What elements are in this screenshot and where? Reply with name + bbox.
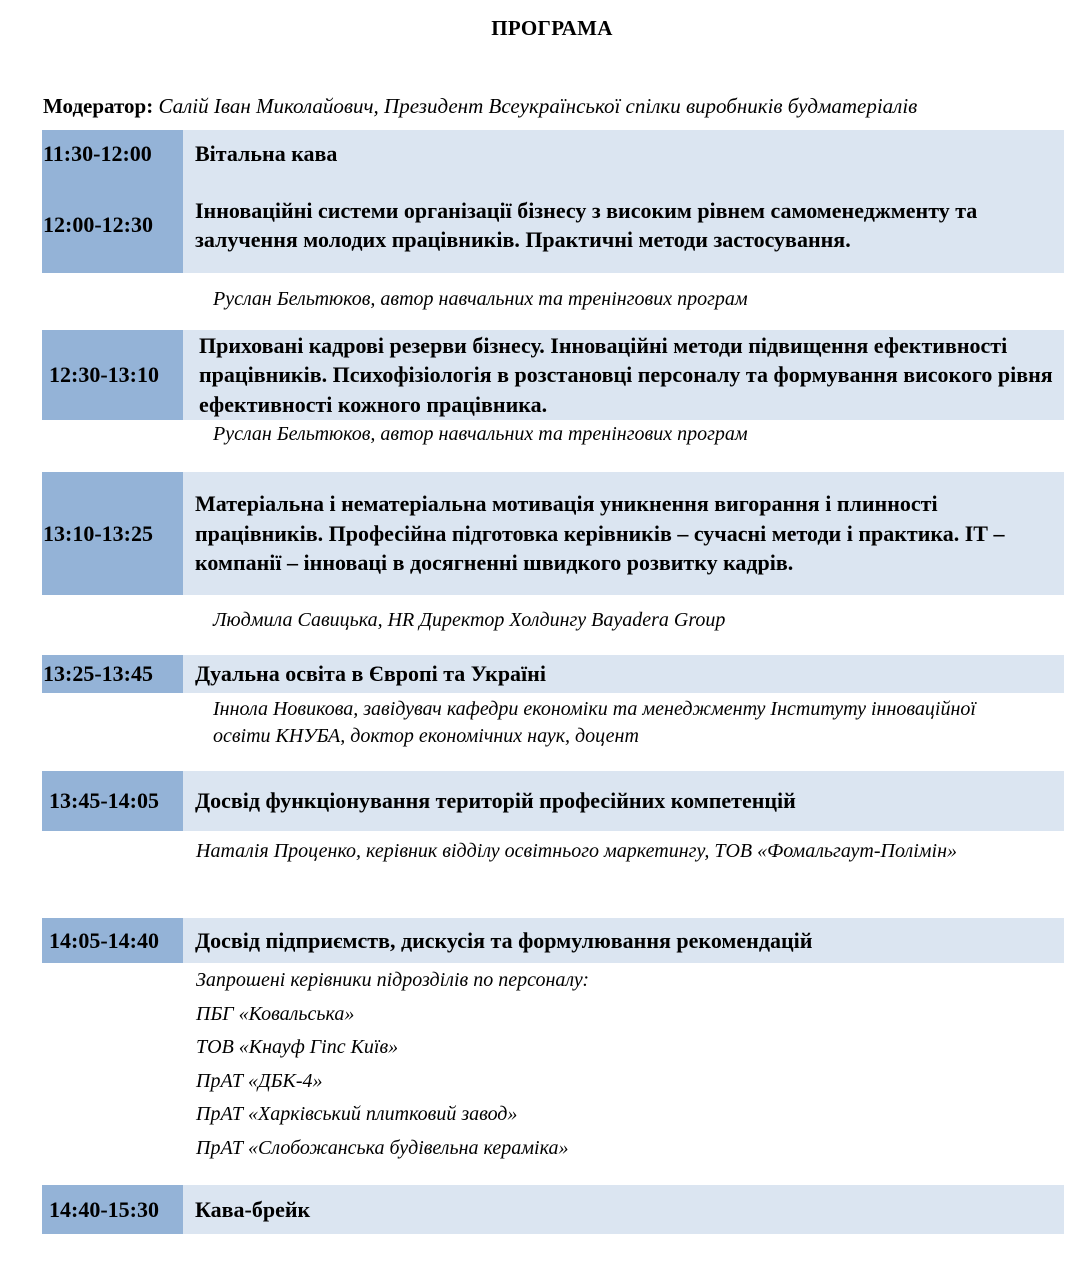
session-time: 12:30-13:10 <box>42 330 190 420</box>
session-speaker: Запрошені керівники підрозділів по персоналу: <box>196 969 590 991</box>
session-time: 13:45-14:05 <box>42 771 190 831</box>
session-topic: Матеріальна і нематеріальна мотивація уникнення вигорання і плинності працівників. Професійна підготовка керівників – сучасні методи і практика. ІТ – компанії – інноваці в досягненні швидкого розвитку кадрів. <box>183 472 1064 595</box>
session-topic: Досвід підприємств, дискусія та формулювання рекомендацій <box>183 918 1064 963</box>
company-item: ПрАТ «Харківський плитковий завод» <box>196 1103 518 1125</box>
session-topic: Інноваційні системи організації бізнесу з високим рівнем самоменеджменту та залучення молодих працівників. Практичні методи застосування. <box>183 177 1064 273</box>
session-speaker: Руслан Бельтюков, автор навчальних та тренінгових програм <box>213 423 748 445</box>
session-speaker: Людмила Савицька, HR Директор Холдингу Bayadera Group <box>213 609 726 631</box>
session-time: 14:05-14:40 <box>42 918 190 963</box>
company-item: ТОВ «Кнауф Гіпс Київ» <box>196 1036 399 1058</box>
session-speaker: Наталія Проценко, керівник відділу освітнього маркетингу, ТОВ «Фомальгаут-Полімін» <box>196 840 957 862</box>
session-speaker: Руслан Бельтюков, автор навчальних та тренінгових програм <box>213 288 748 310</box>
session-time: 13:10-13:25 <box>42 472 184 595</box>
session-topic: Досвід функціонування територій професійних компетенцій <box>183 771 1064 831</box>
moderator-label: Модератор: <box>43 94 154 118</box>
session-topic: Кава-брейк <box>183 1185 1064 1234</box>
session-time: 11:30-12:00 <box>42 130 184 177</box>
moderator-name: Салій Іван Миколайович, Президент Всеукраїнської спілки виробників будматеріалів <box>158 94 918 118</box>
session-speaker: Іннола Новикова, завідувач кафедри економіки та менеджменту Інституту інноваційної освіти КНУБА, доктор економічних наук, доцент <box>213 698 976 747</box>
company-item: ПрАТ «Слобожанська будівельна кераміка» <box>196 1137 569 1159</box>
company-item: ПБГ «Ковальська» <box>196 1003 355 1025</box>
session-time: 13:25-13:45 <box>42 655 184 693</box>
session-topic: Дуальна освіта в Європі та Україні <box>183 655 1064 693</box>
moderator-line <box>43 94 917 119</box>
session-topic: Вітальна кава <box>183 130 1064 177</box>
session-topic: Приховані кадрові резерви бізнесу. Інноваційні методи підвищення ефективності працівників. Психофізіологія в розстановці персоналу та формування високого рівня ефективності кожного працівника. <box>183 330 1064 420</box>
company-item: ПрАТ «ДБК-4» <box>196 1070 323 1092</box>
session-time: 14:40-15:30 <box>42 1185 190 1234</box>
page-title: ПРОГРАМА <box>491 16 613 40</box>
session-time: 12:00-12:30 <box>42 177 184 273</box>
